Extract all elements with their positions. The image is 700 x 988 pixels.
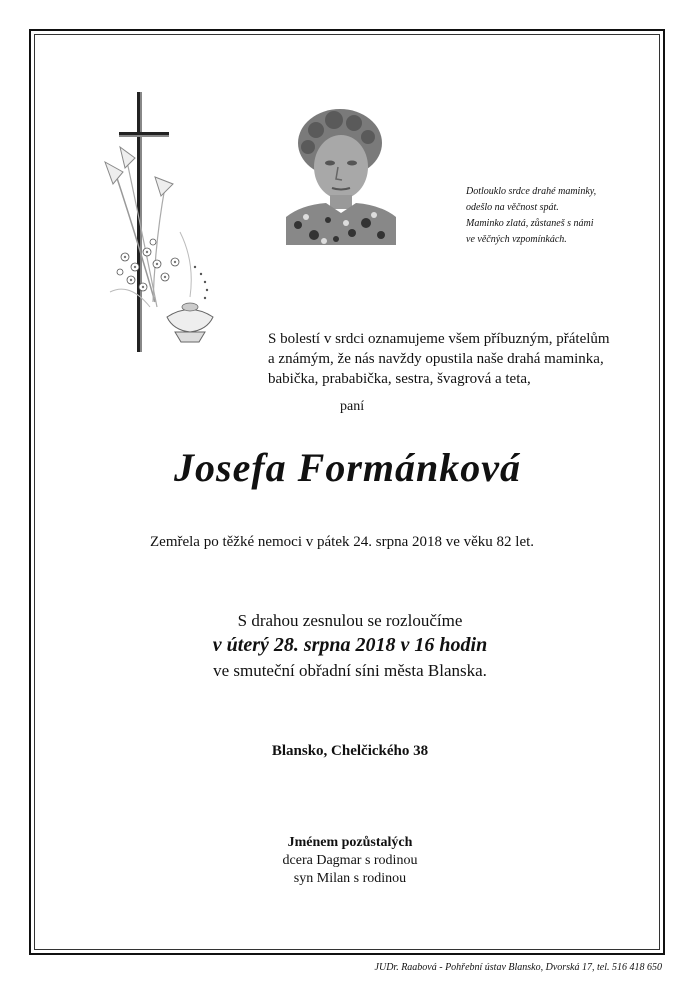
poem-line: Maminko zlatá, zůstaneš s námi [466, 218, 594, 229]
announcement-line: S bolestí v srdci oznamujeme všem příbuzným, přátelům [268, 331, 610, 347]
poem-line: Dotlouklo srdce drahé maminky, [466, 186, 597, 197]
death-info: Zemřela po těžké nemoci v pátek 24. srpna 2018 ve věku 82 let. [150, 534, 535, 550]
cross-flowers-icon [95, 92, 235, 357]
poem-line: ve věčných vzpomínkách. [466, 234, 567, 245]
poem-line: odešlo na věčnost spát. [466, 202, 559, 213]
announcement-line: a známým, že nás navždy opustila naše drahá maminka, [268, 351, 604, 367]
deceased-name: Josefa Formánková [174, 445, 521, 490]
salutation: paní [340, 399, 365, 414]
farewell-block [0, 608, 700, 683]
announcement-text [268, 329, 628, 389]
signatory-line: dcera Dagmar s rodinou [282, 853, 418, 868]
signatories-block [0, 834, 700, 888]
funeral-service-footer: JUDr. Raabová - Pohřební ústav Blansko, Dvorská 17, tel. 516 418 650 [374, 962, 662, 973]
signatories-heading: Jménem pozůstalých [287, 835, 413, 850]
signatory-line: syn Milan s rodinou [293, 871, 407, 886]
memorial-poem [466, 184, 656, 248]
announcement-line: babička, prababička, sestra, švagrová a teta, [268, 371, 531, 387]
family-address: Blansko, Chelčického 38 [271, 743, 429, 759]
portrait-photo [286, 105, 396, 245]
farewell-date: v úterý 28. srpna 2018 v 16 hodin [212, 634, 488, 656]
farewell-intro: S drahou zesnulou se rozloučíme [237, 611, 463, 630]
farewell-location: ve smuteční obřadní síni města Blanska. [213, 661, 487, 680]
deceased-name-heading [0, 444, 700, 491]
